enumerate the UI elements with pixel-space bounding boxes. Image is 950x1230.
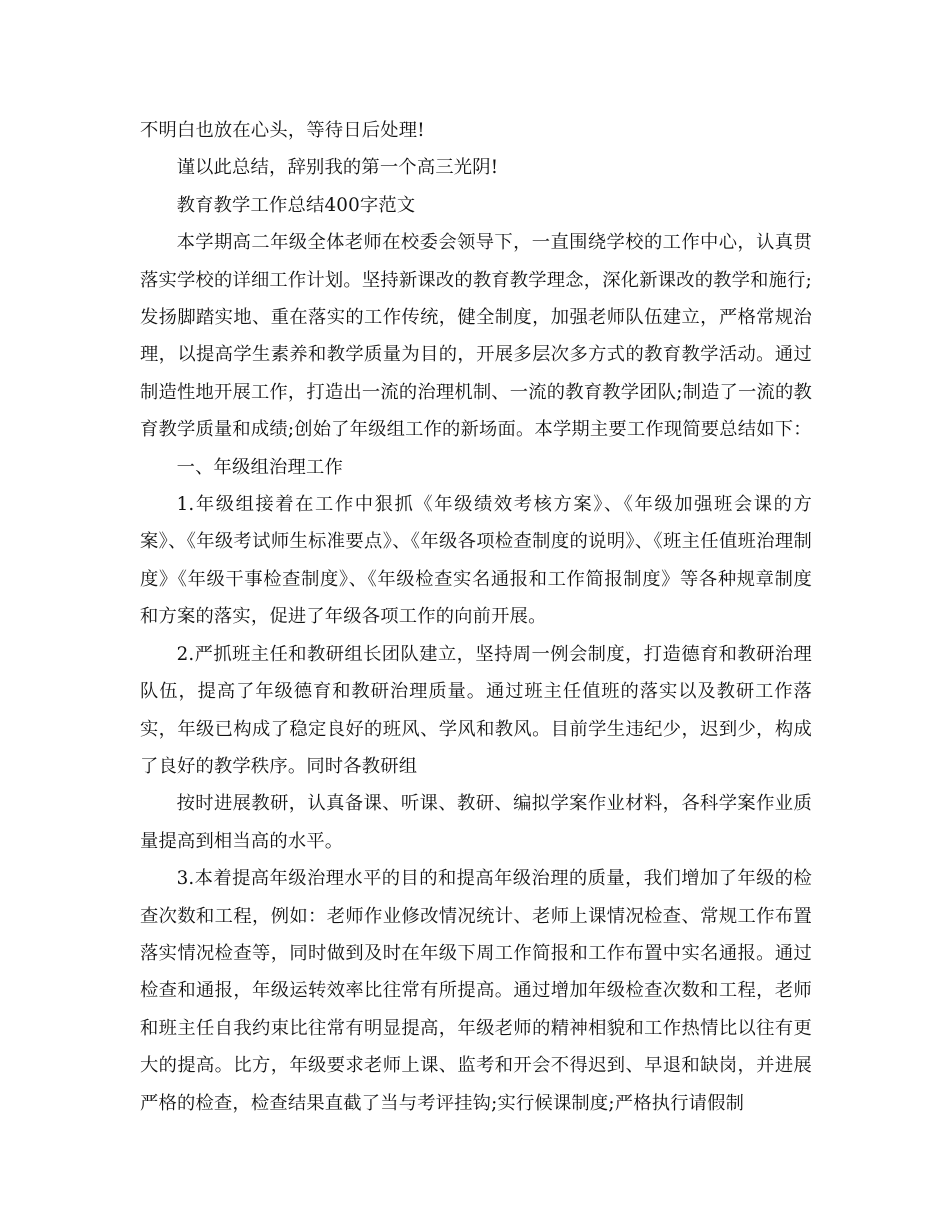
paragraph-item-3: 3.本着提高年级治理水平的目的和提高年级治理的质量，我们增加了年级的检查次数和工程，例如：老师作业修改情况统计、老师上课情况检查、常规工作布置落实情况检查等，同时做到及时在年级下周工作简报和工作布置中实名通报。通过检查和通报，年级运转效率比往常有所提高。通过增加年级检查次数和工程，老师和班主任自我约束比往常有明显提高，年级老师的精神相貌和工作热情比以往有更大的提高。比方，年级要求老师上课、监考和开会不得迟到、早退和缺岗，并进展严格的检查，检查结果直截了当与考评挂钩;实行候课制度;严格执行请假制	[140, 868, 812, 1114]
paragraph-item-2: 2.严抓班主任和教研组长团队建立，坚持周一例会制度，打造德育和教研治理队伍，提高了年级德育和教研治理质量。通过班主任值班的落实以及教研工作落实，年级已构成了稳定良好的班风、学风和教风。目前学生违纪少，迟到少，构成了良好的教学秩序。同时各教研组	[140, 643, 812, 777]
paragraph-intro: 本学期高二年级全体老师在校委会领导下，一直围绕学校的工作中心，认真贯落实学校的详细工作计划。坚持新课改的教育教学理念，深化新课改的教学和施行;发扬脚踏实地、重在落实的工作传统，健全制度，加强老师队伍建立，严格常规治理，以提高学生素养和教学质量为目的，开展多层次多方式的教育教学活动。通过制造性地开展工作，打造出一流的治理机制、一流的教育教学团队;制造了一流的教育教学质量和成绩;创始了年级组工作的新场面。本学期主要工作现简要总结如下：	[140, 232, 812, 441]
paragraph-item-1: 1.年级组接着在工作中狠抓《年级绩效考核方案》、《年级加强班会课的方案》、《年级考试师生标准要点》、《年级各项检查制度的说明》、《班主任值班治理制度》《年级干事检查制度》、《年级检查实名通报和工作简报制度》等各种规章制度和方案的落实，促进了年级各项工作的向前开展。	[140, 494, 812, 628]
paragraph-item-2-continued: 按时进展教研，认真备课、听课、教研、编拟学案作业材料，各科学案作业质量提高到相当高的水平。	[140, 793, 812, 852]
section-title: 教育教学工作总结400字范文	[176, 194, 416, 216]
heading-grade-management: 一、年级组治理工作	[176, 456, 343, 478]
document-body	[140, 112, 812, 1122]
paragraph-farewell: 谨以此总结，辞别我的第一个高三光阴!	[176, 157, 499, 179]
paragraph-continuation: 不明白也放在心头，等待日后处理!	[140, 120, 425, 141]
